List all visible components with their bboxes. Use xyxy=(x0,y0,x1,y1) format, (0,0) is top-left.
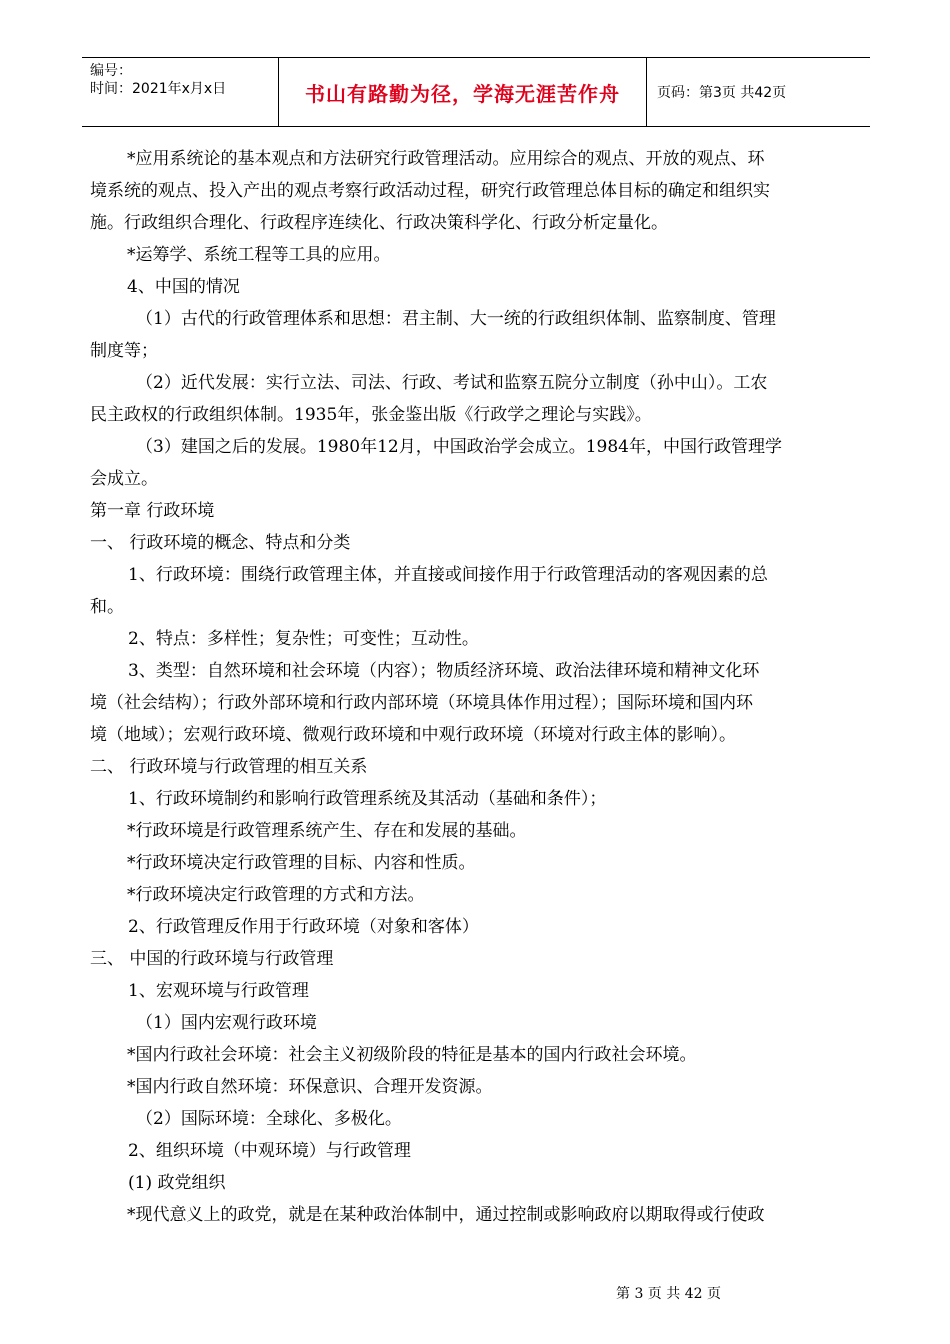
body-line: 施。行政组织合理化、行政程序连续化、行政决策科学化、行政分析定量化。 xyxy=(90,213,668,233)
body-line: 民主政权的行政组织体制。1935年，张金鉴出版《行政学之理论与实践》。 xyxy=(90,405,652,425)
body-line: 会成立。 xyxy=(90,469,158,489)
body-line: *国内行政社会环境：社会主义初级阶段的特征是基本的国内行政社会环境。 xyxy=(127,1045,697,1065)
body-line: *运筹学、系统工程等工具的应用。 xyxy=(127,245,391,265)
body-line: *行政环境决定行政管理的目标、内容和性质。 xyxy=(127,853,476,873)
body-line: 和。 xyxy=(90,597,124,617)
body-line: 2、行政管理反作用于行政环境（对象和客体） xyxy=(128,917,479,937)
body-line: （1）国内宏观行政环境 xyxy=(136,1013,317,1033)
body-line: （2）国际环境：全球化、多极化。 xyxy=(136,1109,402,1129)
body-line: 境（地域）；宏观行政环境、微观行政环境和中观行政环境（环境对行政主体的影响）。 xyxy=(90,725,736,745)
section-heading: 4、中国的情况 xyxy=(127,277,240,297)
body-line: 制度等； xyxy=(90,341,158,361)
body-line: （3）建国之后的发展。1980年12月，中国政治学会成立。1984年，中国行政管理学 xyxy=(136,437,782,457)
header-motto: 书山有路勤为径，学海无涯苦作舟 xyxy=(279,58,647,126)
page-footer: 第 3 页 共 42 页 xyxy=(616,1286,721,1302)
body-line: 境系统的观点、投入产出的观点考察行政活动过程，研究行政管理总体目标的确定和组织实 xyxy=(90,181,770,201)
body-line: *现代意义上的政党，就是在某种政治体制中，通过控制或影响政府以期取得或行使政 xyxy=(127,1205,765,1225)
body-line: （2）近代发展：实行立法、司法、行政、考试和监察五院分立制度（孙中山）。工农 xyxy=(136,373,768,393)
body-line: *国内行政自然环境：环保意识、合理开发资源。 xyxy=(127,1077,493,1097)
body-line: 2、组织环境（中观环境）与行政管理 xyxy=(128,1141,411,1161)
chapter-heading: 第一章 行政环境 xyxy=(90,501,215,521)
section-heading: 一、 行政环境的概念、特点和分类 xyxy=(90,533,351,553)
body-line: *行政环境决定行政管理的方式和方法。 xyxy=(127,885,425,905)
body-line: 1、行政环境：围绕行政管理主体，并直接或间接作用于行政管理活动的客观因素的总 xyxy=(128,565,768,585)
body-line: 1、宏观环境与行政管理 xyxy=(128,981,309,1001)
section-heading: 三、 中国的行政环境与行政管理 xyxy=(90,949,334,969)
body-line: 3、类型：自然环境和社会环境（内容）；物质经济环境、政治法律环境和精神文化环 xyxy=(128,661,760,681)
body-line: （1）古代的行政管理体系和思想：君主制、大一统的行政组织体制、监察制度、管理 xyxy=(136,309,776,329)
page-header xyxy=(82,57,870,127)
section-heading: 二、 行政环境与行政管理的相互关系 xyxy=(90,757,368,777)
body-line: 境（社会结构）；行政外部环境和行政内部环境（环境具体作用过程）；国际环境和国内环 xyxy=(90,693,753,713)
document-time: 时间：2021年x月x日 xyxy=(90,81,227,97)
body-line: 2、特点：多样性；复杂性；可变性；互动性。 xyxy=(128,629,479,649)
header-page-info: 页码：第3页 共42页 xyxy=(657,85,787,101)
body-line: *应用系统论的基本观点和方法研究行政管理活动。应用综合的观点、开放的观点、环 xyxy=(127,149,765,169)
document-body xyxy=(90,143,862,1231)
body-line: (1) 政党组织 xyxy=(128,1173,226,1193)
body-line: *行政环境是行政管理系统产生、存在和发展的基础。 xyxy=(127,821,527,841)
document-number-label: 编号： xyxy=(90,63,132,79)
header-meta xyxy=(82,58,279,126)
body-line: 1、行政环境制约和影响行政管理系统及其活动（基础和条件）； xyxy=(128,789,607,809)
